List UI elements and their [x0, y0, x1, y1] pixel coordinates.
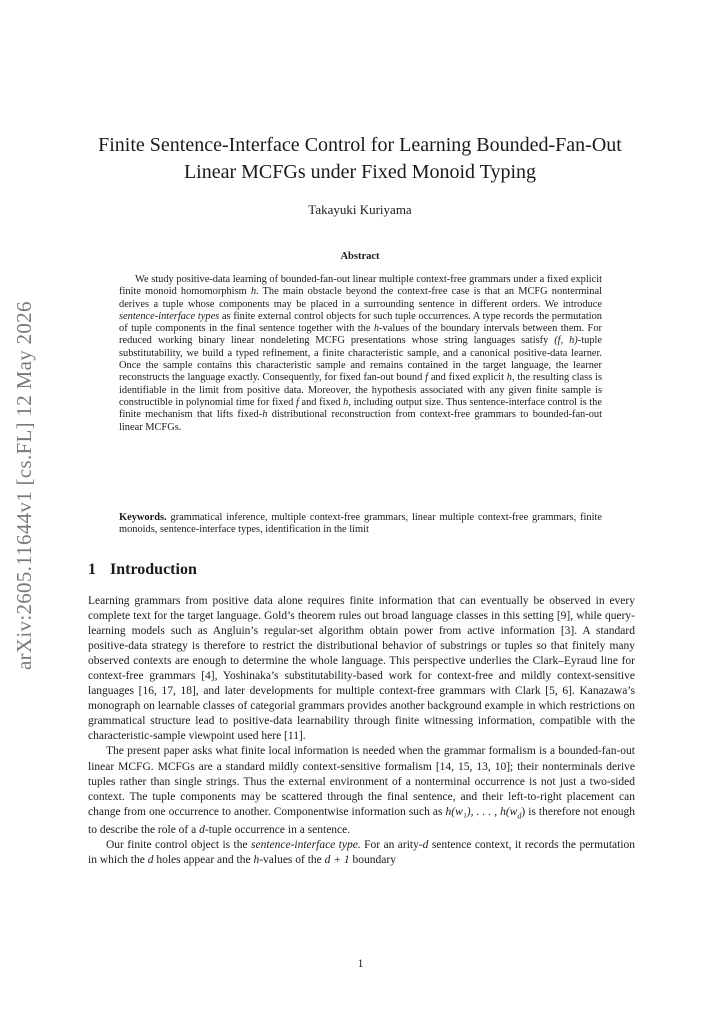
abstract-text: , including output size. Thus sentence-interface control is the finite mechanism that lifts fixed-: [119, 396, 602, 421]
abstract-body: [119, 274, 602, 434]
intro-text: -values of the: [259, 854, 325, 867]
abstract-text: as finite external control objects for such tuple occurrences. A type records the permutation of tuple components in the final sentence together with the: [119, 310, 602, 335]
intro-text: sentence context, it records the permutation in which the: [88, 839, 636, 867]
intro-text: is therefore not enough to describe the role of a: [88, 805, 636, 836]
abstract-text: distributional reconstruction from context-free grammars to bounded-fan-out linear MCFGs.: [119, 409, 602, 433]
keywords-list: grammatical inference, multiple context-free grammars, linear multiple context-free grammars, finite monoids, sentence-interface types, identification in the limit: [119, 512, 602, 536]
abstract-text: We study positive-data learning of bounded-fan-out linear multiple context-free grammars under a fixed explicit finite monoid homomorphism: [119, 274, 602, 298]
abstract-term: sentence-interface types: [119, 310, 220, 322]
math-f: f: [425, 372, 429, 384]
abstract-text: -tuple substitutability, we build a typed refinement, a finite characteristic sample, and a canonical positive-data learner. Once the sample contains this characteristic sample and remains contained in the target language, the learner reconstructs the language exactly. Consequently, for fixed fan-out bound: [119, 335, 603, 384]
arxiv-identifier-stamp: arXiv:2605.11644v1 [cs.FL] 12 May 2026: [12, 301, 36, 670]
math-d: d: [199, 824, 205, 836]
intro-paragraph-2: [88, 744, 635, 838]
intro-text: For an arity-: [360, 839, 423, 852]
page-number: 1: [357, 958, 364, 970]
intro-text: holes appear and the: [153, 854, 254, 867]
intro-text: boundary: [349, 854, 396, 867]
intro-term: sentence-interface type.: [250, 839, 361, 852]
intro-paragraph-1: Learning grammars from positive data alone requires finite information that can eventually be observed in every complete text for the target language. Gold’s theorem rules out broad language classes in this setting [9], while query-learning models such as Angluin’s regular-set algorithm obtain power from active information [3]. A standard positive-data strategy is therefore to restrict the distributional behavior of substrings or tuples so that finitely many observed contexts are enough to determine the whole language. This perspective underlies the Clark–Eyraud line for context-free grammars [4], Yoshinaka’s substitutability-based work for context-free and mildly context-sensitive languages [16, 17, 18], and later developments for multiple context-free grammars with Clark [5, 6]. Kanazawa’s monograph on learnable classes of categorial grammars provides another background example in which restrictions on grammatical structure lead to positive-data learnability through finite witnessing information, compatible with the characteristic-sample viewpoint used here [11].: [88, 595, 635, 743]
section-heading: [88, 561, 197, 579]
section-number: 1: [88, 561, 96, 578]
math-h: h: [253, 854, 260, 867]
math-subscript-d: d: [517, 810, 522, 820]
math-h: h: [343, 396, 349, 408]
intro-text: The present paper asks what finite local information is needed when the grammar formalism is a bounded-fan-out linear MCFG. MCFGs are a standard mildly context-sensitive formalism [14, 15, 13, 10]; their nonterminals derive tuples rather than single strings. Thus the external environment of a nonterminal occurrence is not just a two-sided context. The tuple components may be scattered through the final sentence, and their left-to-right placement can change from one occurrence to another. Componentwise information such as: [88, 745, 635, 818]
section-title: Introduction: [110, 561, 197, 578]
abstract-text: , the resulting class is identifiable in the limit from positive data. Moreover, the hypothesis associated with any given finite sample is constructible in polynomial time for fixed: [119, 372, 602, 408]
abstract-text: -values of the boundary intervals between them. For reduced working binary linear nondeleting MCFG presentations whose string languages satisfy: [119, 323, 602, 347]
abstract-text: . The main obstacle beyond the context-free case is that an MCFG nonterminal derives a tuple whose components may be placed in a surrounding sentence in different orders. We introduce: [119, 286, 602, 310]
intro-text: Our finite control object is the: [106, 839, 251, 852]
math-d-plus-1: d + 1: [324, 854, 350, 867]
math-h: h: [250, 286, 257, 298]
math-f-h: (f, h): [554, 335, 578, 347]
paper-title: [70, 132, 650, 186]
math-hw: h(w₁), . . . , h(w: [445, 805, 518, 818]
title-line-2: Linear MCFGs under Fixed Monoid Typing: [183, 161, 537, 183]
author-name: Takayuki Kuriyama: [308, 202, 412, 217]
math-close-paren: ): [521, 805, 526, 818]
introduction-body: [88, 594, 635, 868]
math-f: f: [295, 396, 299, 408]
intro-text: -tuple occurrence in a sentence.: [204, 824, 351, 836]
math-h: h: [373, 323, 380, 335]
keywords: [119, 512, 602, 537]
math-d: d: [422, 839, 429, 852]
math-h: h: [506, 372, 512, 384]
intro-paragraph-3: [88, 838, 635, 868]
abstract-text: and fixed explicit: [428, 372, 507, 384]
abstract-heading: Abstract: [340, 251, 380, 262]
abstract-text: and fixed: [298, 396, 344, 408]
title-line-1: Finite Sentence-Interface Control for Learning Bounded-Fan-Out: [98, 134, 622, 156]
keywords-label: Keywords.: [119, 512, 167, 523]
math-h: h: [262, 409, 268, 421]
math-d: d: [147, 854, 154, 867]
